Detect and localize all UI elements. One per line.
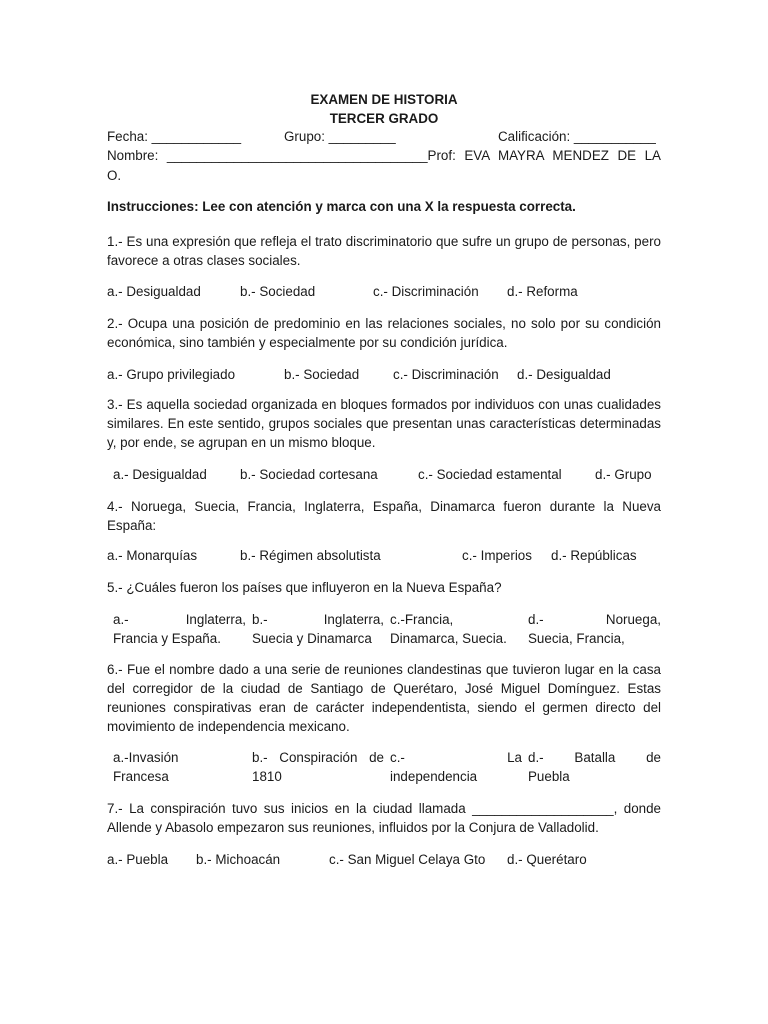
q6-option-a[interactable]: a.-Invasión Francesa	[113, 750, 179, 784]
q3-option-c[interactable]: c.- Sociedad estamental	[418, 467, 562, 482]
q3-option-d[interactable]: d.- Grupo	[595, 467, 652, 482]
q2-option-a[interactable]: a.- Grupo privilegiado	[107, 367, 236, 382]
q2-option-d[interactable]: d.- Desigualdad	[517, 367, 611, 382]
question-5-text: 5.- ¿Cuáles fueron los países que influyeron en la Nueva España?	[107, 580, 502, 595]
q4-option-b[interactable]: b.- Régimen absolutista	[240, 548, 381, 563]
q3-option-b[interactable]: b.- Sociedad cortesana	[240, 467, 378, 482]
q6-option-d[interactable]: d.- Batalla de Puebla	[528, 750, 661, 784]
fecha-field: Fecha: ____________	[107, 129, 242, 144]
q5-option-d[interactable]: d.- Noruega, Suecia, Francia,	[528, 612, 661, 646]
question-7-text: 7.- La conspiración tuvo sus inicios en la ciudad llamada ___________________, donde Allende y Abasolo empezaron sus reuniones, influidos por la Conjura de Valladolid.	[107, 801, 661, 835]
q6-options	[113, 748, 661, 786]
nombre-continuation: O.	[107, 168, 122, 183]
q1-option-a[interactable]: a.- Desigualdad	[107, 284, 201, 299]
instructions: Instrucciones: Lee con atención y marca con una X la respuesta correcta.	[107, 199, 576, 214]
question-3-text: 3.- Es aquella sociedad organizada en bloques formados por individuos con unas cualidades similares. En este sentido, grupos sociales que presentan unas características determinadas y, por ende, se agrupan en un mismo bloque.	[107, 397, 661, 450]
q2-option-b[interactable]: b.- Sociedad	[284, 367, 360, 382]
q3-option-a[interactable]: a.- Desigualdad	[113, 467, 207, 482]
calificacion-field: Calificación: ___________	[498, 129, 656, 144]
grupo-field: Grupo: _________	[284, 129, 396, 144]
nombre-field: Nombre: ___________________________________Prof: EVA MAYRA MENDEZ DE LA	[107, 148, 661, 163]
q5-option-a[interactable]: a.- Inglaterra, Francia y España.	[113, 612, 246, 646]
q6-option-c[interactable]: c.- La independencia	[390, 750, 522, 784]
q1-option-c[interactable]: c.- Discriminación	[373, 284, 479, 299]
question-2-text: 2.- Ocupa una posición de predominio en las relaciones sociales, no solo por su condición económica, sino también y especialmente por su condición jurídica.	[107, 316, 661, 350]
q7-option-b[interactable]: b.- Michoacán	[196, 852, 281, 867]
q7-option-d[interactable]: d.- Querétaro	[507, 852, 587, 867]
question-6-text: 6.- Fue el nombre dado a una serie de reuniones clandestinas que tuvieron lugar en la casa del corregidor de la ciudad de Santiago de Querétaro, José Miguel Domínguez. Estas reuniones conspirativas eran de carácter independentista, siendo el germen directo del movimiento de independencia mexicano.	[107, 662, 661, 734]
q1-option-b[interactable]: b.- Sociedad	[240, 284, 316, 299]
q5-options	[113, 610, 661, 648]
q1-option-d[interactable]: d.- Reforma	[507, 284, 578, 299]
exam-title: EXAMEN DE HISTORIA	[310, 92, 458, 107]
exam-grade: TERCER GRADO	[329, 111, 439, 126]
q6-option-b[interactable]: b.- Conspiración de 1810	[252, 750, 384, 784]
question-4-text: 4.- Noruega, Suecia, Francia, Inglaterra, España, Dinamarca fueron durante la Nueva España:	[107, 499, 661, 533]
q5-option-c[interactable]: c.-Francia, Dinamarca, Suecia.	[390, 612, 507, 646]
q4-option-a[interactable]: a.- Monarquías	[107, 548, 198, 563]
q2-option-c[interactable]: c.- Discriminación	[393, 367, 499, 382]
question-1-text: 1.- Es una expresión que refleja el trato discriminatorio que sufre un grupo de personas, pero favorece a otras clases sociales.	[107, 234, 661, 268]
q4-option-d[interactable]: d.- Repúblicas	[551, 548, 637, 563]
q5-option-b[interactable]: b.- Inglaterra, Suecia y Dinamarca	[252, 612, 384, 646]
q7-option-a[interactable]: a.- Puebla	[107, 852, 169, 867]
q7-option-c[interactable]: c.- San Miguel Celaya Gto	[329, 852, 486, 867]
q4-option-c[interactable]: c.- Imperios	[462, 548, 532, 563]
